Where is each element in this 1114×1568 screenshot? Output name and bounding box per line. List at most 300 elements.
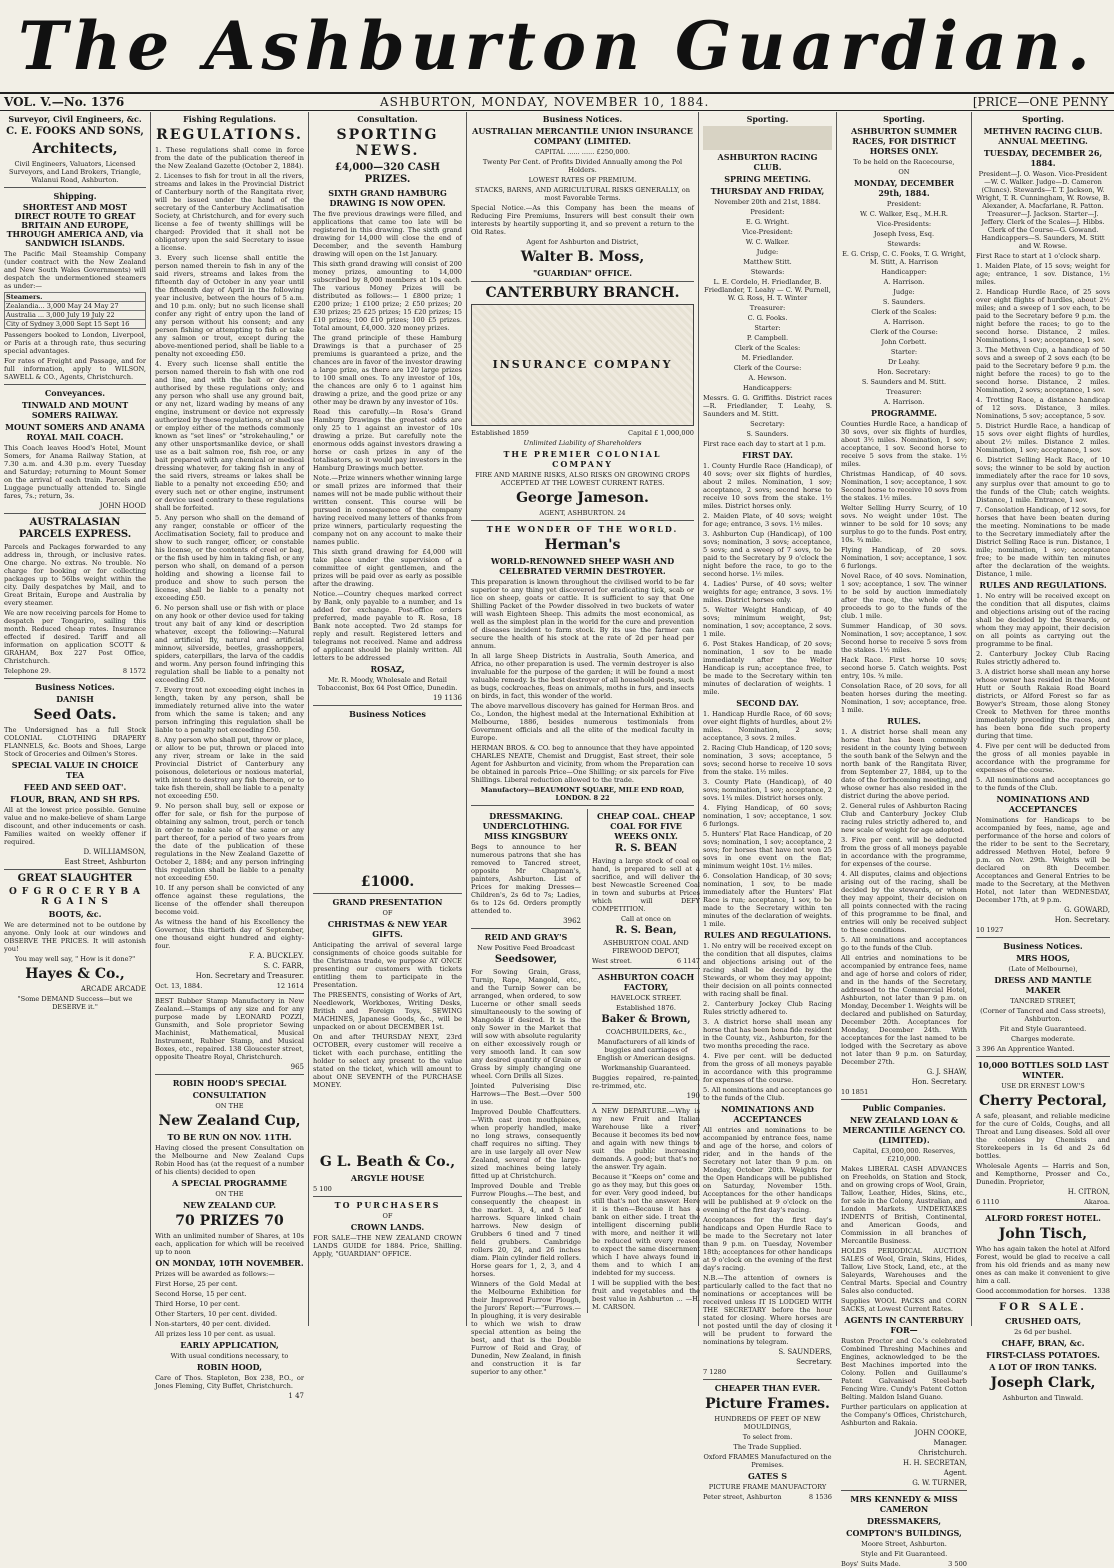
agent-for: Agent for Ashburton and District,: [526, 238, 639, 246]
parcels-heading: AUSTRALASIAN PARCELS EXPRESS.: [18, 517, 132, 540]
race-2-3: 3. County Plate (Handicap), of 40 sovs; nomination, 1 sov; acceptance, 2 sovs. 1¼ miles. District horses only.: [703, 778, 832, 802]
george-jameson: George Jameson.: [516, 490, 649, 506]
goward: G. GOWARD,: [1064, 906, 1110, 914]
care-of: Care of Thos. Stapleton, Box 238, P.O., or Jones Fleming, City Buffet, Christchurch.: [155, 1374, 304, 1390]
clerk-name-6: A. Harrison.: [883, 318, 925, 326]
noms-7: NOMINATIONS AND ACCEPTANCES: [996, 794, 1090, 814]
treasurer-name: C. G. Fooks.: [747, 314, 788, 322]
nominations-body: All entries and nominations to be accompanied by entrance fees, name and age of the horse, and colors of rider, and in the hands of the Secretary not later than 9 p.m. on Monday, October 20th. Weights for the Open Handicaps will be published on Saturday, November 15th. Acceptances for the other handicaps will be published at 9 o'clock on the evening of the first day's racing.: [703, 1126, 832, 1214]
prog-1: Counties Hurdle Race, a handicap of 30 sovs, over six flights of hurdles, about 3½ miles. Nomination, 1 sov; acceptance, 1 sov. Second horse to receive 5 sovs from the stake. 1½ miles.: [841, 420, 967, 468]
prog-5: Novel Race, of 40 sovs. Nomination, 1 sov; acceptance, 1 sov. The winner to be sold by auction immediately after the race, the whole of the proceeds to go to the funds of the club. 1 mile.: [841, 572, 967, 620]
race-2-1: 1. Handicap Hurdle Race, of 60 sovs; over eight flights of hurdles, about 2½ miles. Nomination, 2 sovs; acceptance, 3 sovs. 2 miles.: [703, 710, 832, 742]
manufactory: Manufactory—BEAUMONT SQUARE, MILE END ROAD, LONDON. 8 22: [480, 786, 685, 802]
sheep-wash: WORLD-RENOWNED SHEEP WASH AND CELEBRATED VERMIN DESTROYER.: [490, 556, 675, 576]
sheep-body-1: This preparation is known throughout the civilised world to be far superior to any thing yet discovered for eradicating tick, scab or lice on sheep, goats or cattle. It is sufficient to say that One Shilling Packet of the Powder dissolved in two buckets of water will wash Eighteen Sheep. This admits the most economical, as well as the simplest plan in the world for the cure and prevention of diseases incident to farm stock. By its use the farmer can secure the health of his stock at the rate of 2d per head per annum.: [471, 578, 694, 650]
secretary-label: Secretary:: [750, 420, 785, 428]
dress-maker: DRESS AND MANTLE MAKER: [994, 975, 1092, 995]
dateline: [0, 92, 1114, 111]
compton: COMPTON'S BUILDINGS,: [846, 1528, 962, 1538]
anticipating: Anticipating the arrival of several large consignments of choice goods suitable for the Christmas trade, we purpose AT ONCE presenting our customers with tickets entitling them to participate in the Presentation.: [313, 941, 462, 989]
rule-7-2: 2. Canterbury Jockey Club Racing Rules strictly adhered to.: [976, 650, 1110, 666]
race-2-6: 6. Consolation Handicap, of 30 sovs; nomination, 1 sov, to be made immediately after the Hunters' Flat Race is run; acceptance, 1 sov, to be made to the Secretary within ten minutes of the declaration of weights. 1 mile.: [703, 872, 832, 928]
walter-moss: Walter B. Moss,: [520, 249, 645, 265]
column-2: [151, 112, 309, 1400]
hundreds: HUNDREDS OF FEET OF NEW MOULDINGS,: [714, 1415, 821, 1431]
argyle-house: ARGYLE HOUSE: [350, 1173, 425, 1183]
canterbury-branch: CANTERBURY BRANCH.: [485, 285, 680, 301]
cherry-pectoral: Cherry Pectoral,: [978, 1093, 1108, 1109]
columns: [0, 112, 1114, 1568]
ref-190: 190: [686, 1092, 700, 1100]
secretan: H. H. SECRETAN,: [903, 1459, 967, 1467]
jointed: Jointed Pulverising Disc Harrows—The Best.—Over 500 in use.: [471, 1082, 581, 1106]
rules-7: RULES AND REGULATIONS.: [979, 580, 1107, 590]
monday-date: ON MONDAY, 10TH NOVEMBER.: [155, 1258, 304, 1268]
special-notice: Special Notice.—As this Company has been the means of Reducing Fire Premiums, Insurers will best consult their own interests by heartily supporting it, and so prevent a return to the Old Rates.: [471, 204, 694, 236]
manager: Manager.: [933, 1439, 967, 1447]
christmas-gifts: CHRISTMAS & NEW YEAR GIFTS.: [327, 919, 448, 939]
regulation-8: 8. Any person who shall put, throw or place, or allow to be put, thrown or placed into any river, stream or lake in the said Provincial District of Canterbury any poisonous, deleterious or noxious material, with intent to destroy any fish therein, or to take fish therein, shall be liable to a penalty not exceeding £50.: [155, 736, 304, 800]
officers: President—J. O. Wason. Vice-President—W. C. Walker. Judge—D. Cameron (Cluncs). Stewards—T. T. Jackson, W. Wright, T. R. Cunningham, W. Rowse, B. Alexander, A. Macfarlane, R. Patton. Treasurer—J. Jackson. Starter—J. Jeffery. Clerk of the Scales—J. Hibbs. Clerk of the Course—G. Gowand. Handicappers—S. Saunders, M. Stitt and W. Rowse.: [976, 170, 1110, 250]
bean-body: Having a large stock of coal on hand, is prepared to sell at a sacrifice, and will deliver the best Newcastle Screened Coal in town and suburbs at Prices which will DEFY COMPETITION.: [592, 857, 700, 913]
havelock: HAVELOCK STREET.: [610, 994, 682, 1002]
masthead-title: The Ashburton Guardian.: [18, 7, 1096, 85]
slaughter-heading: GREAT SLAUGHTER: [17, 873, 133, 884]
tisch-body: Who has again taken the hotel at Alford Forest, would be glad to receive a call from his old friends and as many new ones as can make it convenient to give him a call.: [976, 1245, 1110, 1285]
sixth-body: The five previous drawings were filled, and applications that came too late will be registered in this drawing. The sixth grand drawing for 14,000 will close the end of December, and the seventh Hamburg drawing will open on the 1st January.: [313, 210, 462, 258]
fishing-heading: Fishing Regulations.: [183, 114, 276, 124]
second-day: SECOND DAY.: [736, 698, 799, 708]
call-at-once: Call at once on: [620, 915, 672, 923]
prizes-70: 70 PRIZES 70: [175, 1213, 284, 1229]
column-4: [467, 112, 700, 1376]
trade: The Trade Supplied.: [733, 1443, 802, 1451]
rosa-name: ROSAZ,: [370, 664, 405, 674]
rs-bean: R. S. BEAN: [614, 843, 678, 854]
grocery-letters: O F G R O C E R Y B A R G A I N S: [8, 887, 142, 907]
saunders: S. SAUNDERS,: [778, 1348, 832, 1356]
rubber-stamp-ref: 965: [290, 1063, 304, 1071]
drawing-body-2: This sixth grand drawing will consist of 200 money prizes, amounting to 14,000 subscribed by 8,000 members at 10s each. The various Money Prizes will be distributed as follows:— 1 £800 prize; 1 £200 prize; 1 £100 prize; 2 £50 prizes; 20 £30 prizes; 25 £25 prizes; 15 £20 prizes; 15 £10 prizes; 100 £10 prizes; 100 £5 prizes. Total amount, £4,000. 320 money prizes.: [313, 260, 462, 332]
ref-7: 7 1280: [703, 1368, 727, 1376]
shipping-note: Passengers booked to London, Liverpool, or Paris at a through rate, thus securing special advantages.: [4, 331, 146, 355]
nz-loan: NEW ZEALAND LOAN & MERCANTILE AGENCY CO. (LIMITED).: [842, 1115, 966, 1145]
rubber-stamp-ad: BEST Rubber Stamp Manufactory in New Zealand.—Stamps of any size and for any purpose made by LEONARD POZZI, Gunsmith, and Sole proprietor Sewing Machinist, Mathematical, Musical Instrument, Rubber Stamp, and Musical Boxes, etc., repaired. 138 Gloucester street, opposite Theatre Royal, Christchurch.: [155, 997, 304, 1061]
rule-6-5: 5. All nominations and acceptances go to the funds of the Club.: [841, 936, 967, 952]
peter-street: Peter street, Ashburton 8 1536: [703, 1493, 832, 1501]
prize-line: All prizes less 10 per cent. as usual.: [155, 1330, 276, 1338]
moore: Moore Street, Ashburton.: [861, 1540, 947, 1548]
m-race-7: 7. Consolation Handicap, of 12 sovs, for horses that have been beaten during the meeting. Nominations to be made to the Secretary immediately after the District Selling Race is run. Distance, 1 mile; nomination, 1 sov; acceptance free; to be made within ten minutes after the declaration of the weights. Distance, 1 mile.: [976, 506, 1110, 578]
architects-body: Civil Engineers, Valuators, Licensed Surveyors, and Land Brokers, Triangle, Walanui Road, Ashburton.: [8, 160, 142, 184]
robin-hood-name: ROBIN HOOD,: [196, 1362, 263, 1372]
saunders-sec: Secretary.: [796, 1358, 832, 1366]
starter-name: P. Campbell.: [746, 334, 789, 342]
coach-factory: ASHBURTON COACH FACTORY,: [597, 972, 695, 992]
crushed-oats: CRUSHED OATS,: [1004, 1316, 1082, 1326]
starter-label: Starter:: [754, 324, 781, 332]
citron: H. CITRON,: [1067, 1188, 1110, 1196]
mercantile-union: AUSTRALIAN MERCANTILE UNION INSURANCE COMPANY (LIMITED.: [472, 126, 693, 146]
issue-date: ASHBURTON, MONDAY, NOVEMBER 10, 1884.: [380, 95, 710, 109]
reg-date: Oct. 13, 1884. 12 1614: [155, 982, 304, 990]
column-5: [699, 112, 837, 1501]
fit-style: Fit and Style Guaranteed.: [999, 1025, 1087, 1033]
rules-heading: RULES AND REGULATIONS.: [703, 930, 832, 940]
premier-colonial: THE PREMIER COLONIAL COMPANY: [503, 449, 662, 469]
of-label-2: OF: [382, 1212, 393, 1220]
sheep-body-2: In all large Sheep Districts in Australia, South America, and Africa, no other preparation is used. The vermin destroyer is also invaluable for the purpose of the garden; it will be found a most valuable remedy. Is the best destroyer of all household pests, such as bugs, cockroaches, fleas on animals, moths in furs, and insects on birds, in fact, this wonder of the world.: [471, 652, 694, 700]
prog-8: Consolation Race, of 20 sovs, for all beaten horses during the meeting. Nomination, 1 sov; acceptance, free. 1 mile.: [841, 682, 967, 714]
clark-address: Ashburton and Tinwald.: [1002, 1394, 1084, 1402]
seed-oats-heading: Seed Oats.: [33, 707, 117, 723]
grand-presentation: GRAND PRESENTATION: [332, 897, 443, 907]
winners: Winners of the Gold Medal at the Melbourne Exhibition for their Improved Furrow Plough, the Jurors' Report:—"Furrows.—In ploughing, it is very desirable to which we wish to draw special attention as being the best, and that is the Double Furrow of Reid and Gray, of Dunedin, New Zealand, in finish and construction it is far superior to any other.": [471, 1280, 581, 1376]
methven: METHVEN RACING CLUB. ANNUAL MEETING.: [983, 126, 1103, 146]
judge-name-6: S. Saunders.: [882, 298, 926, 306]
cheaper-than-ever: CHEAPER THAN EVER.: [714, 1383, 821, 1393]
purchasers: TO PURCHASERS: [334, 1200, 441, 1210]
robin-hood-heading: ROBIN HOOD'S SPECIAL: [172, 1078, 287, 1088]
oxford: Oxford FRAMES Manufactured on the Premises.: [703, 1453, 832, 1469]
treasurer-label: Treasurer:: [749, 304, 786, 312]
boys-suits: Boys' Suits Made. 3 500: [841, 1560, 967, 1568]
business-notices: Business Notices: [349, 709, 426, 719]
goward-sec: Hon. Secretary.: [1054, 916, 1110, 924]
rule-7-3: 3. A district horse shall mean any horse whose owner has resided in the Mount Hutt or South Rakaia Road Board districts, or Alford Forest so far as Bowyer's Stream, those along Stoney Creek to Methven for three months immediately preceding the races, and has been bona fide such property during that time.: [976, 668, 1110, 740]
table-row: Zealandia... 3,000 May 24 May 27: [5, 302, 146, 311]
coach-heading: MOUNT SOMERS AND ANAMA ROYAL MAIL COACH.: [5, 422, 145, 442]
potatoes: FIRST-CLASS POTATOES.: [986, 1350, 1100, 1360]
architects-heading: Architects,: [32, 141, 118, 157]
starter-label-6: Starter:: [890, 348, 918, 356]
column-1: [0, 112, 151, 1326]
new-departure-2: Because it "Keeps on" come and go as they may, but this goes on for ever. Very good indeed, but still that's not the answer. Here it is then—Because it has a bank on either side. I treat the intelligent discerning public with more, and neither it will be reduced with every reason to expect the same discernment which I have always found in them and to which I am indebted for my success.: [592, 1173, 700, 1277]
president-label: President:: [750, 208, 785, 216]
witness: As witness the hand of his Excellency the Governor, this thirtieth day of September, one thousand eight hundred and eighty-four.: [155, 918, 304, 950]
judge-label-6: Judge:: [893, 288, 915, 296]
regulation-2: 2. Licenses to fish for trout in all the rivers, streams and lakes in the Provincial District of Canterbury north of the Rangitata river, will be issued under the hand of the secretary of the Canterbury Acclimatisation Society, at Christchurch, and for every such license a fee of twenty shillings will be charged: Provided that it shall not be obligatory upon the said Secretary to issue a license.: [155, 172, 304, 252]
fire-marine: FIRE AND MARINE RISKS, ALSO RISKS ON GROWING CROPS ACCEPTED AT THE LOWEST CURRENT RATES.: [475, 471, 690, 487]
rules-6: RULES.: [887, 716, 921, 726]
drawing-body-4: Read this carefully.—In Rosa's Grand Hamburg Drawings the greatest odds are only 25 to 1 against an investor of 10s drawing a prize. But carefully note the enormous odds against investors drawing a horse or cash prizes in any of the totalisators, so it would pay investors in the Hamburg Drawings much better.: [313, 408, 462, 472]
good-accom: Good accommodation for horses. 1338: [976, 1287, 1110, 1295]
seedsower: Seedsower,: [494, 954, 558, 965]
prize-line: Other Starters, 10 per cent. divided.: [155, 1310, 278, 1318]
special-value: SPECIAL VALUE IN CHOICE TEA: [11, 760, 139, 780]
steamer-table-header: Steamers.: [5, 293, 146, 302]
table-row: Australia ... 3,000 July 19 July 22: [5, 311, 146, 320]
handicappers-label: Handicappers:: [743, 384, 792, 392]
consultation-heading: Consultation.: [357, 114, 418, 124]
issue-price: [PRICE—ONE PENNY: [972, 95, 1108, 109]
conveyances-heading: Conveyances.: [44, 388, 106, 398]
column-3: [309, 112, 467, 1326]
charges: Charges moderate.: [1010, 1035, 1076, 1043]
dress-body: Begs to announce to her numerous patrons that she has removed to Tancred street, opposite Mr Chapman's, painters, Ashburton. List of Prices for making Dresses—Children's, 2s 6d to 7s; Ladies, 6s to 12s 6d. Orders promptly attended to.: [471, 843, 581, 915]
chaff-bran: CHAFF, BRAN, &c.: [1001, 1338, 1085, 1348]
handicapper-name: A. Harrison.: [883, 278, 925, 286]
turner: G. W. TURNER,: [912, 1479, 967, 1487]
kennedy: MRS KENNEDY & MISS CAMERON: [850, 1494, 958, 1514]
hon-name: S. Saunders and M. Stitt.: [861, 378, 947, 386]
regulation-4: 4. Every such license shall entitle the person named therein to fish with one rod and line, and with the bait or devices authorised by these regulations only; and any person who shall use any ground bait, or any net, lizard wading by means of any engine, instrument or device not expressly authorized by these regulations, or shall use or employ either of the methods commonly known as "set lines" or "strokehauling," or any other unsportsmanlike device, or shall use as a bait salmon roe, fish roe, or any bait prepared with any chemical or medical dressing whatever, for taking fish in any of the said rivers, streams or lakes shall be liable to a penalty not exceeding £50; and every such net or other engine, instrument or device used contrary to these regulations shall be forfeited.: [155, 360, 304, 512]
race-2-2: 2. Racing Club Handicap, of 120 sovs; nomination, 3 sovs; acceptance, 5 sovs; second horse to receive 10 sovs from the stake. 1½ miles.: [703, 744, 832, 776]
agents-body: Ruston Proctor and Co.'s celebrated Combined Threshing Machines and Engines, acknowledged to be the Best Machines imported into the Colony. Pollen and Guillaume's Patent Galvanised Steel-barb Fencing Wire. Cundy's Patent Cotton Belting. Maldon Island Guano.: [841, 1337, 967, 1401]
reid-sub: New Positive Feed Broadcast: [477, 944, 575, 952]
m-race-5: 5. District Hurdle Race, a handicap of 15 sovs over eight flights of hurdles, about 2½ miles. Distance 2 miles. Nomination, 1 sov; acceptance, 1 sov.: [976, 422, 1110, 454]
m-race-3: 3. The Methven Cup, a handicap of 50 sovs and a sweep of 2 sovs each (to be paid to the Secretary before 9 p.m. the night before the races) to go to the second horse. Distance, 2 miles. Nomination, 2 sovs; acceptance, 1 sov.: [976, 346, 1110, 394]
firm-name: C. E. FOOKS AND SONS,: [6, 126, 144, 137]
agent-ashburton: AGENT, ASHBURTON. 24: [539, 509, 626, 517]
clerk-name: M. Friedlander.: [741, 354, 794, 362]
telephone: Telephone 29. 8 1572: [4, 667, 146, 675]
column-7: [972, 112, 1114, 1402]
for-sale: FOR SALE.: [999, 1302, 1087, 1313]
on-label: ON: [898, 168, 910, 176]
prog-3: Welter Selling Hurry Scurry, of 10 sovs. No weight under 10st. The winner to be sold for 10 sovs; any surplus to go to the funds. Post entry, 10s. ¾ mile.: [841, 504, 967, 544]
robin-body: Having closed the present Consultation on the Melbourne and New Zealand Cups Robin Hood has (at the request of a number of his clients) decided to open: [155, 1144, 304, 1176]
prog-7: Hack Race. First horse 10 sovs; second horse 5. Catch weights. Post entry, 10s. ¾ mile.: [841, 656, 967, 680]
drawing-body-5: Note.—Prize winners whether winning large or small prizes are informed that their names will not be made public without their written consent. This course will be pursued in consequence of the company having received many letters of thanks from prize winners, particularly requesting the company not on any account to make their names public.: [313, 474, 463, 546]
prize-line: Second Horse, 15 per cent.: [155, 1290, 247, 1298]
seed-body: The Undersigned has a full Stock COLONIAL CLOTHING DRAPERY FLANNELS, &c. Boots and Shoes, Large Stock of Groceries and Oilmen's Stores.: [4, 726, 146, 758]
president-label-6: President:: [886, 200, 922, 208]
care-ref: 1 47: [288, 1392, 304, 1400]
unlimited-shares: With an unlimited number of Shares, at 10s each, application for which will be received up to noon: [155, 1232, 304, 1256]
thousand-pounds: £1000.: [360, 874, 415, 890]
twenty-percent: Twenty Per Cent. of Profits Divided Annually among the Pol Holders.: [482, 158, 683, 174]
rule-5: 5. All nominations and acceptances go to the funds of the Club.: [703, 1086, 832, 1102]
buggies: Buggies repaired, re-painted, re-trimmed, etc.: [592, 1074, 700, 1090]
m-race-6: 6. District Selling Hack Race, of 10 sovs; the winner to be sold by auction immediately after the race for 10 sovs, any surplus over that amount to go to the funds of the Club; catch weights. Distance, 1 mile. Entrance, 1 sov.: [976, 456, 1110, 504]
ad-left: [471, 809, 581, 1378]
improved-2: Improved Double and Treble Furrow Ploughs.—The best, and consequently the cheapest in the market. 3, 4, and 5 leaf harrows. Square linked chain harrows. New design of Grubbers 6 tined and 7 tined field grubbers. Cambridge rollers 20, 24, and 26 inches diam. Plain cylinder field rollers. Horse gears for 1, 2, 3, and 4 horses.: [471, 1182, 581, 1278]
clerk-label-6: Clerk of the Scales:: [871, 308, 937, 316]
programme: PROGRAMME.: [871, 408, 937, 418]
column-6: [837, 112, 972, 1568]
rule-6-4: 4. All disputes, claims and objections arising out of the racing, shall be decided by the stewards, or whom they may appoint, their decision on all points connected with the racing of this programme to be final, and entries will only be received subject to these conditions.: [841, 870, 967, 934]
business-heading: Business Notices.: [35, 682, 115, 692]
williamson: D. WILLIAMSON,: [83, 848, 146, 856]
agent-6: Agent.: [943, 1469, 967, 1477]
mrs-hoos: MRS HOOS,: [1016, 953, 1070, 963]
ad-right: [587, 809, 700, 1313]
volume-number: VOL. V.—No. 1376: [4, 95, 125, 109]
coach-signature: JOHN HOOD: [99, 502, 146, 510]
signature-3: Hon. Secretary and Treasurer.: [195, 972, 304, 980]
rule-3: 3. A district horse shall mean any horse that has been bona fide resident in the County, viz., Ashburton, for the two months preceding the race.: [703, 1018, 832, 1050]
rs-bean-2: R. S. Bean,: [615, 925, 677, 936]
sporting-heading: Sporting.: [746, 114, 789, 124]
race-2-5: 5. Hunters' Flat Race Handicap, of 20 sovs; nomination, 1 sov; acceptance, 2 sovs; for horses that have not won 25 sovs in one event on the flat; minimum weight 10st. 1½ miles.: [703, 830, 832, 870]
regulation-5: 5. Any person who shall on the demand of any ranger, constable or officer of the Acclimatisation Society, fail to produce and show to such ranger, officer, or constable his license, or the contents of creel or bag, or the fish used by him in taking fish, or any person who shall, on demand of a person holding and showing a license fail to produce and show to such person the license, shall be liable to a penalty not exceeding £50.: [155, 514, 304, 602]
judge-label: Judge:: [756, 248, 779, 256]
sporting-heading-7: Sporting.: [1022, 114, 1064, 124]
east-street: East Street, Ashburton: [64, 858, 146, 866]
summer-races: ASHBURTON SUMMER RACES, FOR DISTRICT HORSES ONLY.: [850, 126, 958, 156]
race-1: 1. County Hurdle Race (Handicap), of 40 sovs; over six flights of hurdles, about 2 miles. Nomination, 1 sov; acceptance, 2 sovs; second horse to receive 10 sovs from the stake. 1½ miles. District horses only.: [703, 462, 832, 510]
regulation-7: 7. Every trout not exceeding eight inches in length, taken by any person, shall be immediately returned alive into the water from which the same is taken; and any person infringing this regulation shall be liable to a penalty not exceeding £50.: [155, 686, 304, 734]
regulation-1: 1. These regulations shall come in force from the date of the publication thereof in the New Zealand Gazette (October 2, 1884).: [155, 146, 304, 170]
race-days: THURSDAY AND FRIDAY,: [710, 186, 825, 196]
race-5: 5. Welter Weight Handicap, of 40 sovs; minimum weight, 9st; nomination, 1 sov; acceptance, 2 sovs. 1 mile.: [703, 606, 832, 638]
presents: The PRESENTS, consisting of Works of Art, Needlework, Workboxes, Writing Desks, British and Foreign Toys, SEWING MACHINES, Japanese Goods, &c., will be unpacked on or about DECEMBER 1st.: [313, 991, 462, 1031]
race-2-4: 4. Flying Handicap, of 60 sovs; nomination, 1 sov; acceptance, 1 sov. 6 furlongs.: [703, 804, 832, 828]
vice-names-6: Joseph Ivess, Esq.: [873, 230, 935, 238]
rosa-address: Mr. R. Moody, Wholesale and Retail Tobacconist, Box 64 Post Office, Dunedin.: [317, 676, 458, 692]
president-name-6: W. C. Walker, Esq., M.H.R.: [859, 210, 949, 218]
rule-6-2: 2. General rules of Ashburton Racing Club and Canterbury Jockey Club racing rules strictly adhered to, and new scale of weight for age adopted.: [841, 802, 967, 834]
workmanship: Workmanship Guaranteed.: [601, 1064, 691, 1072]
consultation-label: CONSULTATION: [192, 1090, 267, 1100]
tancred: TANCRED STREET,: [1010, 997, 1076, 1005]
loan-capital: Capital, £3,000,000. Reserves, £210,000.: [852, 1147, 956, 1163]
shipping-body: The Pacific Mail Steamship Company (under contract with the New Zealand and New South Wales Governments) will despatch the undermentioned steamers as under:—: [4, 250, 146, 290]
hayes-heading: Hayes & Co.,: [25, 966, 125, 982]
akaroa: 6 1110 Akaroa.: [976, 1198, 1110, 1206]
seed-body-4: For Sowing Grain, Grass, Turnip, Rape, Mangold, etc., and the Turnip Sower can be arranged, when ordered, to sow Lucerne or other small seeds simultaneously to the sowing of Mangolds if desired. It is the only Sower in the Market that will sow with absolute regularity on either excessively rough or very smooth land. It can sow any desired quantity of Grain or Grass by simply changing one wheel. Corn Drills all Sizes.: [471, 968, 581, 1080]
race-dates: November 20th and 21st, 1884.: [714, 198, 821, 206]
starter-name-6: Dr Leahy.: [888, 358, 920, 366]
vice-label-6: Vice-Presidents:: [876, 220, 932, 228]
on-the-2: ON THE: [215, 1190, 244, 1198]
rosa-ref: 19 1136: [433, 694, 462, 702]
est-1876: Established 1876.: [616, 1004, 676, 1012]
feed-oats: FEED AND SEED OAT'.: [23, 782, 127, 792]
stewards-list: L. E. Cordelo, H. Friedlander, B. Friedlander, T. Leahy — C. W. Purnell, W. G. Ross, H. T. Winter: [704, 278, 831, 302]
john-cooke: JOHN COOKE,: [914, 1429, 967, 1437]
first-day: FIRST DAY.: [742, 450, 793, 460]
loan-makes: Makes LIBERAL CASH ADVANCES on Freeholds, on Station and Stock, and on growing crops of Wool, Grain, Tallow, Leather, Hides, Skins, etc., for sale in the Colony, Australian, and London Markets. UNDERTAKES INDENTS of British, Continental, and American Goods, and Commission in all branches of Mercantile Business.: [841, 1165, 967, 1245]
ref-7b: 10 1927: [976, 926, 1004, 934]
joseph-clark: Joseph Clark,: [990, 1375, 1096, 1391]
nb-note: N.B.—The attention of owners is particularly called to the fact that no nominations or acceptances will be received unless IT IS LODGED WITH THE SECRETARY before the hour stated for closing. Where horses are not posted until the day of closing it will be prudent to forward the nominations by telegram.: [703, 1274, 832, 1346]
regulation-6: 6. No person shall use or fish with or place on any hook or other device used for taking trout any bait of any kind or description whatever, except the following:—Natural and artificial fly, natural and artificial minnow, silverside, beetles, grasshoppers, spiders, caterpillars, the larva of the caddis and worm. Any person found infringing this regulation shall be liable to a penalty not exceeding £50.: [155, 604, 304, 684]
arcade: ARCADE ARCADE: [80, 985, 146, 993]
rule-7-5: 5. All nominations and acceptances go to the funds of the Club.: [976, 776, 1110, 792]
treasurer-label-6: Treasurer:: [886, 388, 922, 396]
regulation-10: 10. If any person shall be convicted of any offence against these regulations, the license of the offender shall thereupon become void.: [155, 884, 304, 916]
m-race-4: 4. Trotting Race, a distance handicap of 12 sovs. Distance, 3 miles. Nominations, 5 sov; acceptance, 5 sov.: [976, 396, 1110, 420]
prize-line: Third Horse, 10 per cent.: [155, 1300, 241, 1308]
prog-6: Summer Handicap, of 30 sovs. Nomination, 1 sov; acceptance, 1 sov. Second horse to receive 5 sovs from the stakes. 1½ miles.: [841, 622, 967, 654]
prog-2: Christmas Handicap, of 40 sovs. Nomination, 1 sov; acceptance, 1 sov. Second horse to receive 10 sovs from the stakes. 1½ miles.: [841, 470, 967, 502]
beath-ref: 5 100: [313, 1185, 332, 1193]
clerkc-name: John Corbett.: [881, 338, 927, 346]
reid-gray: REID AND GRAY'S: [484, 932, 568, 942]
use-dr: USE DR ERNEST LOW'S: [1001, 1082, 1085, 1090]
nz-cup-heading: New Zealand Cup,: [158, 1113, 301, 1129]
dressmaking: DRESSMAKING. UNDERCLOTHING. MISS KINGSBURY: [482, 811, 570, 841]
to-select: To select from.: [742, 1433, 793, 1441]
sixth-drawing: SIXTH GRAND HAMBURG DRAWING IS NOW OPEN.: [328, 188, 447, 208]
racing-club: ASHBURTON RACING CLUB.: [717, 152, 818, 172]
dressmakers: DRESSMAKERS,: [866, 1516, 942, 1526]
regulations-heading: REGULATIONS.: [156, 127, 303, 143]
parcels-more: We are now receiving parcels for Home to despatch per Tongariro, sailing this month. Reduced cheap rates. Insurance effected if desired. Tariff and all information on application SCOTT & GRAHAM, Box 227 Post Office, Christchurch.: [4, 609, 146, 665]
m-race-1: 1. Maiden Plate, of 15 sovs; weight for age; entrance, 1 sov. Distance, 1½ miles.: [976, 262, 1110, 286]
sporting-news: SPORTING NEWS.: [336, 127, 439, 159]
loan-supplies: Supplies WOOL PACKS and CORN SACKS, at Lowest Current Rates.: [841, 1297, 967, 1313]
prog-4: Flying Handicap, of 20 sovs. Nomination, 1 sov; acceptance, 1 sov. 6 furlongs.: [841, 546, 967, 570]
parcels-body: Parcels and Packages forwarded to any address in, through, or inclusive rates. One charge. No extras. No trouble. No charge for booking or for collecting packages up to 56lbs weight within the city. Daily despatches by Mail, and to Great Britain, Europe and Australia by every steamer.: [4, 543, 146, 607]
race-4: 4. Ladies' Purse, of 40 sovs; welter weights for age; entrance, 3 sovs. 1½ miles. District horses only.: [703, 580, 832, 604]
first-race: First race each day to start at 1 p.m.: [703, 440, 826, 448]
signature-2: S. C. FARR,: [263, 962, 304, 970]
rule-6-6: All entries and nominations to be accompanied by entrance fees, name and age of horse and colors of rider, and in the hands of the Secretary, addressed to the Commercial Hotel, Ashburton, not later than 9 p.m. on Monday, December 1. Weights will be declared and published on Saturday, December 20th. Acceptances for Monday, December 24th. With acceptances for the last named to be lodged with the Secretary as above not later than 9 p.m. on Saturday, December 27th.: [841, 954, 967, 1066]
rule-1: 1. No entry will be received except on the condition that all disputes, claims and objections arising out of the racing shall be decided by the Stewards, or whom they may appoint; their decision on all points connected with racing shall be final.: [703, 942, 832, 998]
regulation-3: 3. Every such license shall entitle the person named therein to fish in any of the said rivers, streams and lakes from the fifteenth day of October in any year until the fifteenth day of April in the following year inclusive, between the hours of 5 a.m. and 10 p.m. only; but no such license shall confer any right of entry upon the land of any person without his consent; and any person fishing or attempting to fish or take any salmon or trout, except during the above-mentioned period, shall be liable to a penalty not exceeding £50.: [155, 254, 304, 358]
west-street: West street. 6 1147: [592, 957, 700, 965]
section-heading: Surveyor, Civil Engineers, &c.: [8, 114, 142, 124]
m-race-2: 2. Handicap Hurdle Race, of 25 sovs over eight flights of hurdles, about 2½ miles; and a sweep of 1 sov each, to be paid to the Secretary before 9 p.m. the night before the races; to go to the second horse. Distance, 2 miles. Nominations, 1 sov; acceptance, 1 sov.: [976, 288, 1110, 344]
late-melbourne: (Late of Melbourne),: [1008, 965, 1078, 973]
drawing-body-3: The grand principle of these Hamburg Drawings is that a purchaser of 25 premiums is guaranteed a prize, and the chances are in favor of the investor drawing a large prize, as there are 120 large prizes to 100 small ones. To any investor of 10s, the chances are only 6 to 1 against him drawing a prize, and the good prize or any other may be drawn by any investor of 10s.: [313, 334, 462, 406]
prizes-intro: Prizes will be awarded as follows:—: [155, 1270, 275, 1278]
first-race-7: First Race to start at 1 o'clock sharp.: [976, 252, 1101, 260]
loan-holds: HOLDS PERIODICAL AUCTION SALES of Wool, Grain, Skins, Hides, Tallow, Live Stock, Land, etc., at the Saleyards, Warehouses and the Central Marts. Special and Country Sales also conducted.: [841, 1247, 967, 1295]
further: Further particulars on application at the Company's Offices, Christchurch, Ashburton and Rakaia.: [841, 1403, 967, 1427]
guardian-office: "GUARDIAN" OFFICE.: [532, 268, 633, 278]
sheep-body-3: The above marvellous discovery has gained for Herman Bros. and Co., London, the highest medal at the International Exhibition at Melbourne, 1886, besides numerous testimonials from Government officials and all the elite of the medical faculty in Europe.: [471, 702, 694, 742]
gates: GATES S: [748, 1471, 787, 1481]
sporting-heading-6: Sporting.: [883, 114, 925, 124]
methven-date: TUESDAY, DECEMBER 26, 1884.: [983, 148, 1103, 168]
held-on: To be held on the Racecourse,: [853, 158, 955, 166]
stacks-barns: STACKS, BARNS, AND AGRICULTURAL RISKS GENERALLY, on most Favorable Terms.: [475, 186, 690, 202]
handicappers-names: Messrs. G. G. Griffiths. District races —R. Friedlander, T. Leahy, S. Saunders and M. Stitt.: [703, 394, 832, 418]
rule-6-1: 1. A district horse shall mean any horse that has been commonly resident in the county lying between the south bank of the Selwyn and the north bank of the Rangitata River, from September 27, 1884, up to the date of the forthcoming meeting, and whose owner has also resided in the district during the above period.: [841, 728, 967, 800]
railway-heading: TINWALD AND MOUNT SOMERS RAILWAY.: [21, 400, 129, 420]
established: Established 1859 Capital £ 1,000,000: [471, 429, 694, 437]
beath-heading: G L. Beath & Co.,: [319, 1154, 456, 1170]
bottles-sold: 10,000 BOTTLES SOLD LAST WINTER.: [977, 1060, 1109, 1080]
run-date: TO BE RUN ON NOV. 11TH.: [167, 1132, 292, 1142]
flour-heading: FLOUR, BRAN, AND SH RPS.: [10, 794, 140, 804]
spring-meeting: SPRING MEETING.: [724, 174, 811, 184]
agents-canterbury: AGENTS IN CANTERBURY FOR—: [844, 1315, 964, 1335]
how-done: You may well say, " How is it done?": [14, 955, 136, 963]
hon-label: Hon. Secretary:: [877, 368, 931, 376]
clerkc-label: Clerk of the Course:: [870, 328, 938, 336]
capital: CAPITAL ...... ...... £250,000.: [534, 148, 631, 156]
new-departure: A NEW DEPARTURE.—Why is my new Fruit and Italian Warehouse like a river? Because it becomes its bed now and again with new things to suit the public increasing demands. A good; but that's not the answer. Try again.: [592, 1107, 700, 1171]
stewards-6: E. G. Crisp, C. C. Fooks, T. G. Wright, M. Stitt, A. Harrison: [842, 250, 966, 266]
wholesale: Wholesale Agents — Harris and Son, and Kempthorne, Prosser and Co., Dunedin. Proprietor,: [976, 1162, 1110, 1186]
insurance-company-logo: INSURANCE COMPANY: [471, 304, 694, 426]
race-3: 3. Ashburton Cup (Handicap), of 100 sovs; nomination, 3 sovs; acceptance, 5 sovs; and a sweep of 7 sovs, to be paid to the Secretary by 9 o'clock the night before the race, to go to the second horse. 1½ miles.: [703, 530, 832, 578]
danish-label: DANISH: [56, 694, 94, 704]
style-fit: Style and Fit Guaranteed.: [860, 1550, 948, 1558]
judge-name: Matthew Stitt.: [743, 258, 792, 266]
handicapper-label: Handicapper:: [881, 268, 927, 276]
dress-ref: 3962: [563, 917, 581, 925]
rule-2: 2. Canterbury Jockey Club Racing Rules strictly adhered to.: [703, 1000, 832, 1016]
christchurch: Christchurch.: [918, 1449, 967, 1457]
boots-heading: BOOTS, &c.: [48, 909, 102, 919]
shaw-sec: Hon. Secretary.: [911, 1078, 967, 1086]
racing-illustration: [703, 126, 832, 150]
early-application: EARLY APPLICATION,: [180, 1340, 279, 1350]
monday-december: MONDAY, DECEMBER 29th, 1884.: [854, 178, 954, 198]
sheep-body-4: HERMAN BROS. & CO. beg to announce that they have appointed CHARLES NEATE, Chemist and Druggist, East street, their sole Agent for Ashburton and vicinity, from whom the Preparation can be obtained in parcels Price—One Shilling; or six parcels for Five Shillings. Liberal reduction allowed to the trade.: [471, 744, 694, 784]
usual-conditions: With usual conditions necessary, to: [170, 1352, 289, 1360]
cherry-body: A safe, pleasant, and reliable medicine for the cure of Colds, Coughs, and all Throat and Lung diseases. Sold all over the colonies by Chemists and Storekeepers in 1s 6d and 2s 6d bottles.: [976, 1112, 1110, 1160]
shipping-route: SHORTEST AND MOST DIRECT ROUTE TO GREAT BRITAIN AND EUROPE, THROUGH AMERICA AND, via SANDWICH ISLANDS.: [6, 202, 144, 248]
coach-body: Manufacturers of all kinds of buggies and carriages of English or American designs.: [596, 1038, 696, 1062]
business-notices-4: Business Notices.: [542, 114, 623, 124]
